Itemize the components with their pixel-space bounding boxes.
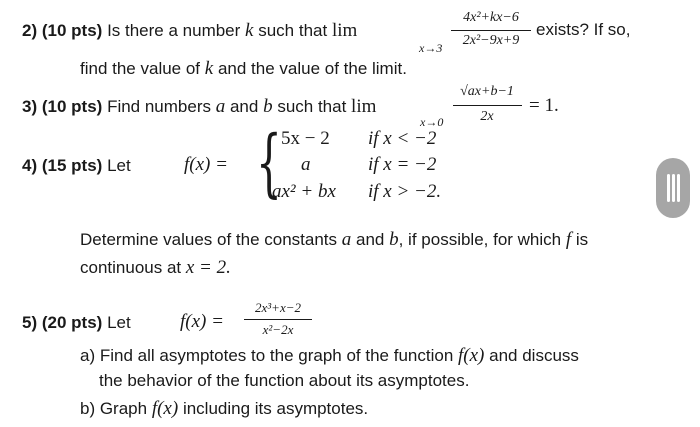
problem-5a-after: and discuss	[489, 346, 579, 365]
problem-5-fx: f(x) =	[180, 311, 224, 332]
problem-5-numerator: 2x³+x−2	[255, 300, 301, 315]
problem-3-var-a: a	[215, 96, 226, 117]
problem-4-fx: f(x) =	[184, 154, 228, 175]
problem-5-points: (20 pts)	[41, 313, 103, 332]
piecewise-brace: {	[256, 120, 282, 206]
problem-5-number: 5)	[22, 313, 38, 332]
problem-4-var-a: a	[341, 229, 352, 250]
problem-3-fraction-bar	[453, 105, 522, 106]
problem-5a-line2: the behavior of the function about its asymptotes.	[99, 371, 470, 390]
problem-4-text: Let	[107, 156, 131, 175]
case-2-expr: a	[301, 154, 311, 175]
case-3-cond: if x > −2.	[368, 181, 442, 202]
problem-3-text2: such that	[277, 97, 347, 116]
problem-2-numerator: 4x²+kx−6	[463, 10, 519, 25]
problem-2-var-k2: k	[204, 58, 214, 79]
problem-4-line1a: Determine values of the constants	[80, 230, 338, 249]
problem-3-var-b: b	[263, 96, 273, 117]
problem-5b-fx: f(x)	[151, 398, 179, 419]
problem-4-line1b: , if possible, for which	[398, 230, 562, 249]
problem-3-points: (10 pts)	[41, 97, 103, 116]
problem-3-equals: = 1.	[529, 95, 559, 116]
problem-5-text: Let	[107, 313, 131, 332]
problem-5a-fx: f(x)	[458, 345, 485, 366]
problem-2-text2: such that	[258, 21, 328, 40]
problem-2-points: (10 pts)	[41, 21, 103, 40]
problem-4-number: 4)	[22, 156, 38, 175]
problem-5b-after: including its asymptotes.	[182, 399, 369, 418]
problem-2-denominator: 2x²−9x+9	[462, 33, 520, 48]
case-1-expr: 5x − 2	[281, 128, 330, 149]
problem-2-text: Is there a number	[107, 21, 241, 40]
problem-3-numerator: √ax+b−1	[460, 84, 514, 99]
case-1-cond: if x < −2	[368, 128, 437, 149]
case-2-cond: if x = −2	[368, 154, 437, 175]
problem-5-denominator: x²−2x	[262, 322, 294, 337]
problem-4-var-f: f	[565, 229, 572, 250]
problem-3-lim: lim	[351, 96, 377, 117]
problem-2-number: 2)	[22, 21, 38, 40]
problem-2-lim: lim	[331, 20, 358, 41]
problem-3-denominator: 2x	[480, 109, 494, 124]
problem-5-fraction-bar	[244, 319, 312, 320]
problem-5b-label: b) Graph	[80, 399, 148, 418]
problem-4-var-b: b	[389, 229, 399, 250]
problem-3-and: and	[229, 97, 259, 116]
problem-3-number: 3)	[22, 97, 38, 116]
problem-4-and: and	[356, 230, 385, 249]
problem-3-lim-sub: x→0	[420, 115, 444, 129]
problem-3-text: Find numbers	[107, 97, 211, 116]
problem-2-fraction-bar	[451, 30, 531, 31]
pause-button[interactable]	[656, 158, 690, 218]
problem-4-points: (15 pts)	[41, 156, 103, 175]
problem-5a-label: a) Find all asymptotes to the graph of the function	[80, 346, 454, 365]
problem-4-cond: x = 2.	[185, 257, 231, 278]
problem-4-line1c: is	[575, 230, 589, 249]
problem-2-line2b: and the value of the limit.	[217, 59, 407, 78]
case-3-expr: ax² + bx	[272, 181, 336, 202]
problem-2-lim-sub: x→3	[419, 41, 443, 55]
problem-2-line2a: find the value of	[80, 59, 201, 78]
problem-2-var-k: k	[245, 20, 254, 41]
problem-4-line2: continuous at	[80, 258, 182, 277]
problem-2-after: exists? If so,	[536, 20, 631, 39]
